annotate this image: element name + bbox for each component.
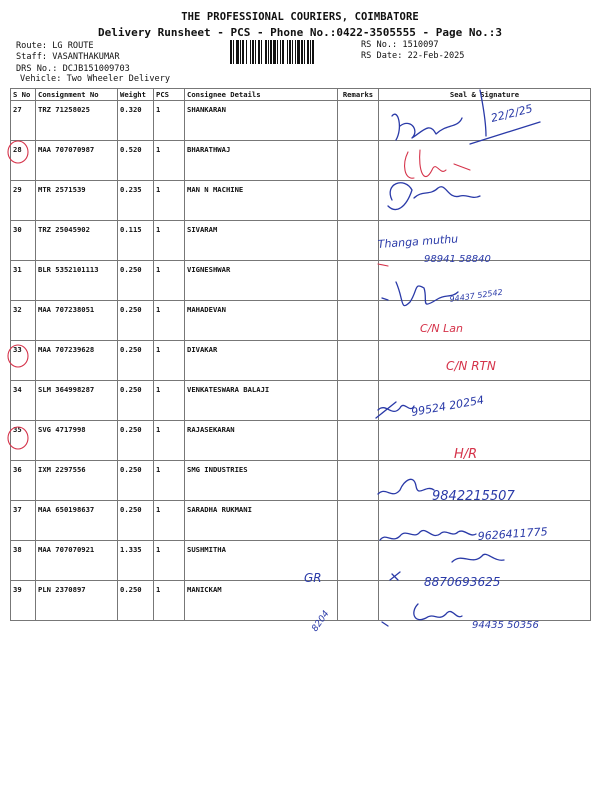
- handwritten-phone-manickam: 94435 50356: [472, 620, 539, 631]
- cell-name: VIGNESHWAR: [185, 261, 338, 301]
- cell-remarks: [338, 381, 379, 421]
- cell-name: SHANKARAN: [185, 101, 338, 141]
- column-header: Remarks: [338, 89, 379, 101]
- cell-signature: [379, 261, 591, 301]
- column-header: Weight: [118, 89, 154, 101]
- cell-remarks: [338, 581, 379, 621]
- cell-sno: 31: [11, 261, 36, 301]
- cell-sno: 32: [11, 301, 36, 341]
- cell-pcs: 1: [154, 541, 185, 581]
- cell-cons: MTR 2571539: [36, 181, 118, 221]
- cell-sno: 33: [11, 341, 36, 381]
- cell-sno: 27: [11, 101, 36, 141]
- cell-remarks: [338, 101, 379, 141]
- table-row: [11, 501, 591, 541]
- runsheet-table: [10, 88, 591, 621]
- cell-name: RAJASEKARAN: [185, 421, 338, 461]
- cell-weight: 0.320: [118, 101, 154, 141]
- staff-name: VASANTHAKUMAR: [52, 52, 120, 62]
- cell-pcs: 1: [154, 421, 185, 461]
- cell-signature: [379, 181, 591, 221]
- cell-signature: [379, 141, 591, 181]
- cell-sno: 36: [11, 461, 36, 501]
- cell-signature: [379, 501, 591, 541]
- cell-sno: 34: [11, 381, 36, 421]
- table-row: [11, 101, 591, 141]
- cell-sno: 39: [11, 581, 36, 621]
- staff-label: Staff:: [16, 52, 48, 62]
- cell-weight: 0.250: [118, 301, 154, 341]
- handwritten-phone-sushmitha: 8870693625: [424, 575, 501, 589]
- cell-weight: 0.235: [118, 181, 154, 221]
- column-header: S No: [11, 89, 36, 101]
- cell-signature: [379, 461, 591, 501]
- rs-number: RS No.: 1510097: [361, 40, 439, 50]
- table-row: [11, 221, 591, 261]
- cell-sno: 30: [11, 221, 36, 261]
- table-row: [11, 421, 591, 461]
- table-row: [11, 581, 591, 621]
- vehicle-line: Vehicle: Two Wheeler Delivery: [20, 74, 171, 84]
- cell-weight: 1.335: [118, 541, 154, 581]
- cell-sno: 28: [11, 141, 36, 181]
- cell-name: MAN N MACHINE: [185, 181, 338, 221]
- cell-sno: 35: [11, 421, 36, 461]
- cell-pcs: 1: [154, 141, 185, 181]
- cell-weight: 0.520: [118, 141, 154, 181]
- cell-pcs: 1: [154, 221, 185, 261]
- handwritten-phone-balaji: 99524 20254: [410, 393, 485, 419]
- cell-weight: 0.250: [118, 581, 154, 621]
- column-header: Consignee Details: [185, 89, 338, 101]
- cell-signature: [379, 381, 591, 421]
- table-row: [11, 181, 591, 221]
- cell-name: VENKATESWARA BALAJI: [185, 381, 338, 421]
- barcode-icon: [230, 40, 355, 64]
- drs-number: DRS No.: DCJB151009703: [16, 64, 130, 74]
- table-row: [11, 541, 591, 581]
- route-line: Route: LG ROUTE: [16, 41, 94, 51]
- cell-remarks: [338, 141, 379, 181]
- cell-pcs: 1: [154, 381, 185, 421]
- cell-cons: PLN 2370897: [36, 581, 118, 621]
- cell-pcs: 1: [154, 461, 185, 501]
- table-header-row: [11, 89, 591, 101]
- cell-cons: MAA 707239628: [36, 341, 118, 381]
- company-title: THE PROFESSIONAL COURIERS, COIMBATORE: [181, 11, 419, 23]
- cell-pcs: 1: [154, 501, 185, 541]
- cell-weight: 0.250: [118, 501, 154, 541]
- cell-remarks: [338, 301, 379, 341]
- table-row: [11, 381, 591, 421]
- handwritten-note-pin: 8204: [310, 609, 332, 634]
- staff-line: [16, 52, 120, 63]
- handwritten-phone-thangamuthu: 98941 58840: [424, 254, 491, 265]
- handwritten-phone-saradha: 9626411775: [477, 525, 549, 543]
- column-header: PCS: [154, 89, 185, 101]
- cell-name: SIVARAM: [185, 221, 338, 261]
- cell-remarks: [338, 501, 379, 541]
- cell-cons: MAA 707238051: [36, 301, 118, 341]
- cell-pcs: 1: [154, 341, 185, 381]
- handwritten-note-cln-2: C/N RTN: [446, 359, 496, 373]
- cell-cons: IXM 2297556: [36, 461, 118, 501]
- cell-signature: [379, 541, 591, 581]
- cell-name: SMG INDUSTRIES: [185, 461, 338, 501]
- table-row: [11, 461, 591, 501]
- cell-sno: 37: [11, 501, 36, 541]
- cell-weight: 0.250: [118, 341, 154, 381]
- runsheet-subtitle: Delivery Runsheet - PCS - Phone No.:0422-3505555 - Page No.:3: [98, 26, 502, 39]
- handwritten-date: 22/2/25: [489, 102, 534, 125]
- cell-weight: 0.250: [118, 381, 154, 421]
- cell-cons: MAA 707070987: [36, 141, 118, 181]
- cell-remarks: [338, 461, 379, 501]
- table-row: [11, 301, 591, 341]
- cell-pcs: 1: [154, 181, 185, 221]
- handwritten-name-thangamuthu: Thanga muthu: [377, 232, 459, 251]
- cell-weight: 0.115: [118, 221, 154, 261]
- cell-name: BHARATHWAJ: [185, 141, 338, 181]
- cell-cons: TRZ 71258025: [36, 101, 118, 141]
- cell-weight: 0.250: [118, 461, 154, 501]
- handwritten-note-hr: H/R: [454, 447, 478, 462]
- column-header: Seal & Signature: [379, 89, 591, 101]
- handwritten-note-cln-1: C/N Lan: [420, 322, 463, 335]
- cell-remarks: [338, 261, 379, 301]
- cell-remarks: [338, 341, 379, 381]
- cell-pcs: 1: [154, 581, 185, 621]
- rs-date: RS Date: 22-Feb-2025: [361, 51, 465, 61]
- cell-remarks: [338, 221, 379, 261]
- cell-signature: [379, 581, 591, 621]
- cell-name: SARADHA RUKMANI: [185, 501, 338, 541]
- cell-cons: BLR 5352101113: [36, 261, 118, 301]
- cell-weight: 0.250: [118, 261, 154, 301]
- table-row: [11, 341, 591, 381]
- handwritten-phone-smg: 9842215507: [432, 489, 515, 504]
- cell-remarks: [338, 541, 379, 581]
- cell-sno: 29: [11, 181, 36, 221]
- cell-pcs: 1: [154, 301, 185, 341]
- cell-signature: [379, 221, 591, 261]
- cell-cons: SLM 364998287: [36, 381, 118, 421]
- cell-weight: 0.250: [118, 421, 154, 461]
- cell-signature: [379, 341, 591, 381]
- column-header: Consignment No: [36, 89, 118, 101]
- table-row: [11, 141, 591, 181]
- cell-name: MAHADEVAN: [185, 301, 338, 341]
- cell-name: DIVAKAR: [185, 341, 338, 381]
- cell-name: SUSHMITHA: [185, 541, 338, 581]
- cell-signature: [379, 421, 591, 461]
- cell-cons: TRZ 25045902: [36, 221, 118, 261]
- cell-cons: SVG 4717998: [36, 421, 118, 461]
- handwritten-phone-vignesh: 94437 52542: [449, 287, 504, 304]
- cell-pcs: 1: [154, 101, 185, 141]
- cell-signature: [379, 101, 591, 141]
- cell-name: MANICKAM: [185, 581, 338, 621]
- handwritten-note-gr: GR: [304, 571, 322, 585]
- cell-cons: MAA 707070921: [36, 541, 118, 581]
- cell-cons: MAA 650198637: [36, 501, 118, 541]
- cell-pcs: 1: [154, 261, 185, 301]
- cell-sno: 38: [11, 541, 36, 581]
- table-row: [11, 261, 591, 301]
- cell-remarks: [338, 421, 379, 461]
- cell-signature: [379, 301, 591, 341]
- cell-remarks: [338, 181, 379, 221]
